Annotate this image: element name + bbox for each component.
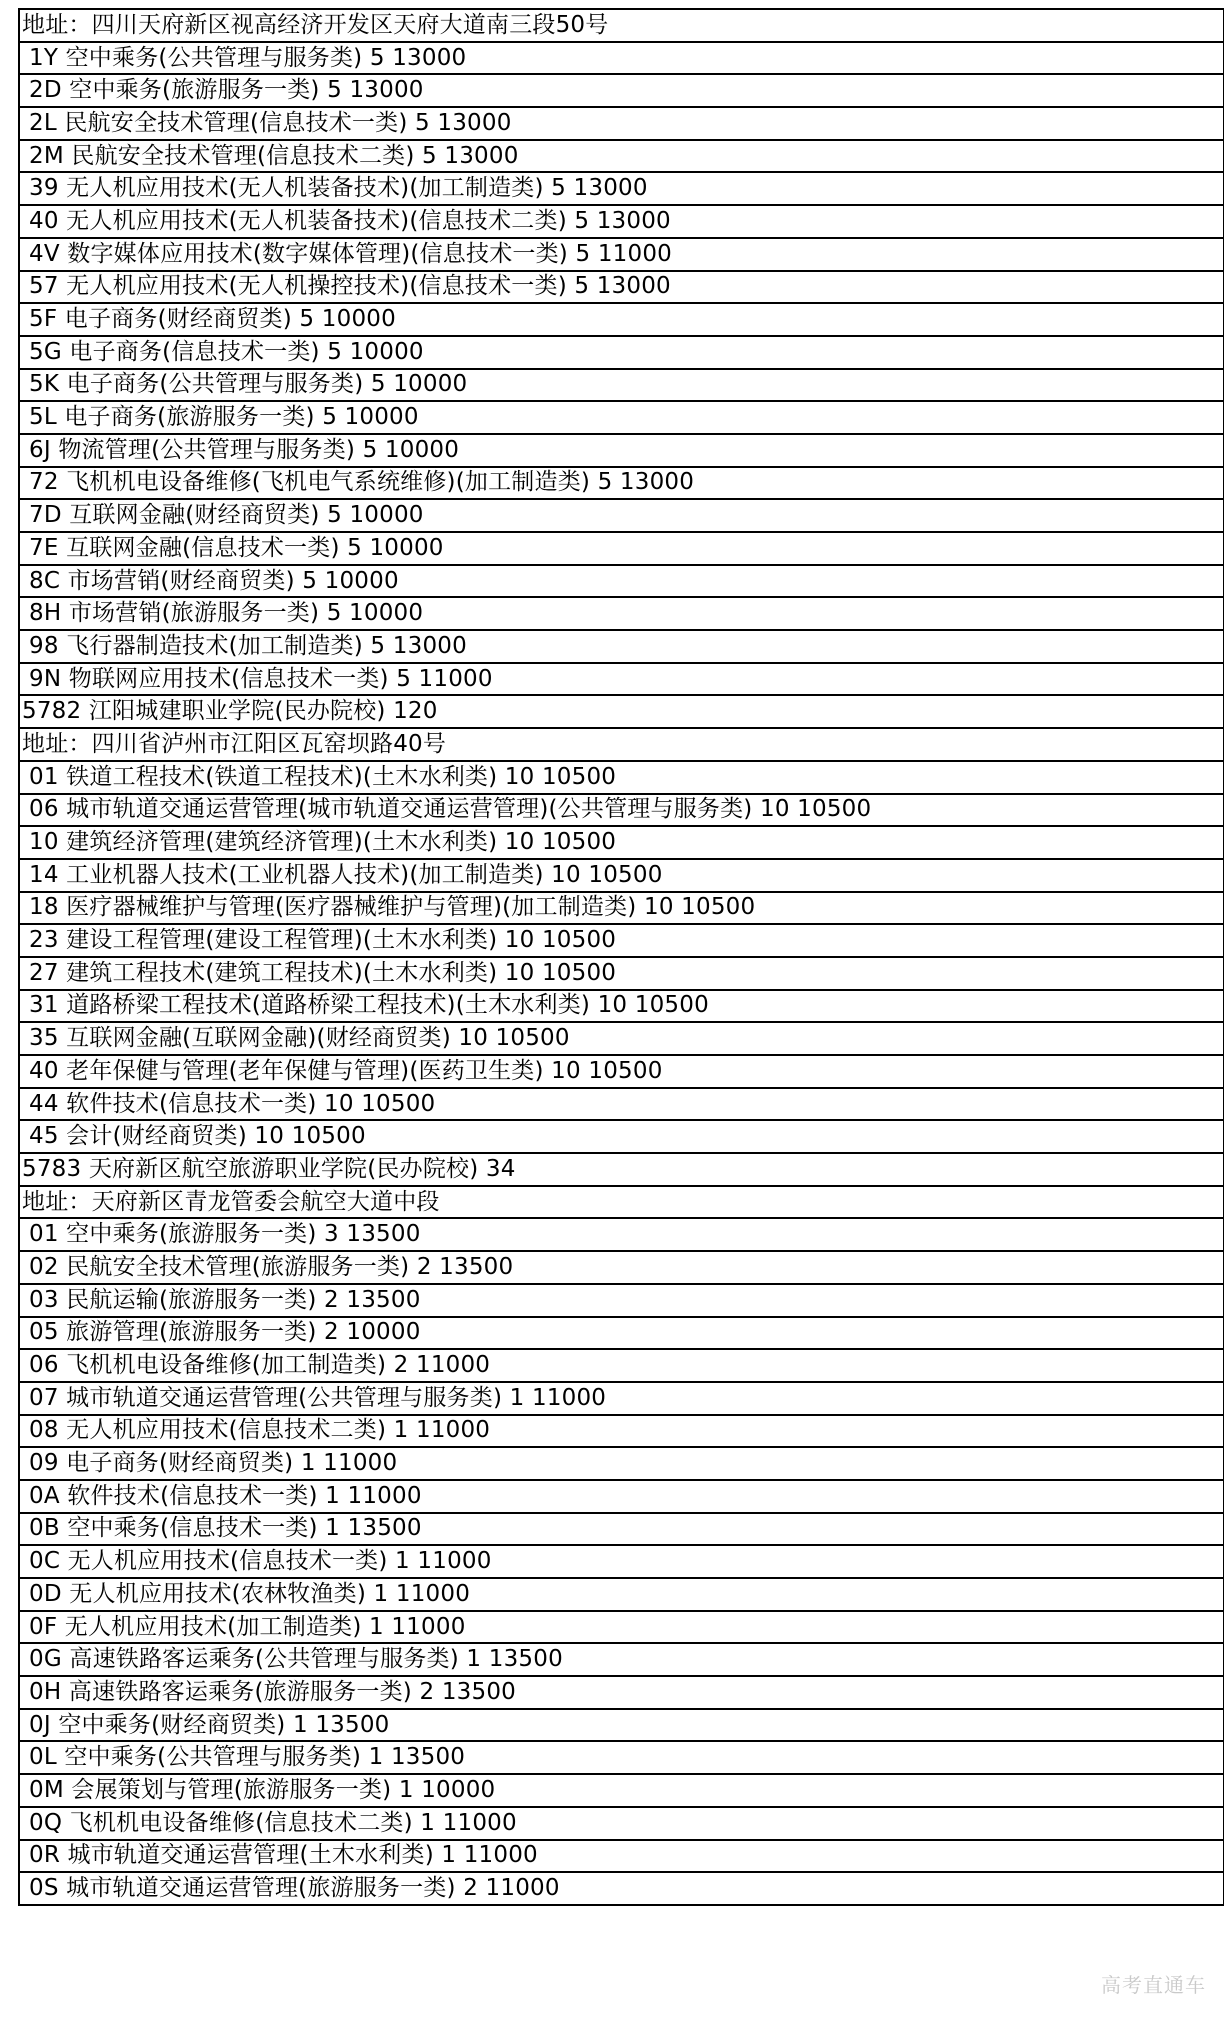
major-row	[20, 991, 1223, 1024]
major-row	[20, 1775, 1223, 1808]
major-row	[20, 533, 1223, 566]
major-row	[20, 304, 1223, 337]
major-row	[20, 1383, 1223, 1416]
major-text: 5L 电子商务(旅游服务一类) 5 10000	[29, 404, 419, 431]
school-row	[20, 1154, 1223, 1187]
school-row	[20, 696, 1223, 729]
major-text: 03 民航运输(旅游服务一类) 2 13500	[29, 1286, 421, 1313]
address-text: 地址：天府新区青龙管委会航空大道中段	[22, 1188, 440, 1215]
major-row	[20, 500, 1223, 533]
major-row	[20, 1841, 1223, 1874]
major-text: 10 建筑经济管理(建筑经济管理)(土木水利类) 10 10500	[29, 829, 617, 856]
major-text: 18 医疗器械维护与管理(医疗器械维护与管理)(加工制造类) 10 10500	[29, 894, 756, 921]
major-text: 01 铁道工程技术(铁道工程技术)(土木水利类) 10 10500	[29, 763, 617, 790]
major-row	[20, 631, 1223, 664]
major-row	[20, 795, 1223, 828]
school-text: 5782 江阳城建职业学院(民办院校) 120	[22, 698, 438, 725]
address-row	[20, 1187, 1223, 1220]
major-row	[20, 1350, 1223, 1383]
major-row	[20, 1612, 1223, 1645]
major-row	[20, 1710, 1223, 1743]
major-row	[20, 827, 1223, 860]
major-text: 40 老年保健与管理(老年保健与管理)(医药卫生类) 10 10500	[29, 1057, 663, 1084]
major-text: 1Y 空中乘务(公共管理与服务类) 5 13000	[29, 44, 467, 71]
major-text: 44 软件技术(信息技术一类) 10 10500	[29, 1090, 436, 1117]
major-row	[20, 893, 1223, 926]
major-text: 0R 城市轨道交通运营管理(土木水利类) 1 11000	[29, 1842, 538, 1869]
major-row	[20, 1219, 1223, 1252]
major-row	[20, 1873, 1223, 1906]
major-text: 7E 互联网金融(信息技术一类) 5 10000	[29, 534, 444, 561]
major-text: 0G 高速铁路客运乘务(公共管理与服务类) 1 13500	[29, 1646, 563, 1673]
major-row	[20, 566, 1223, 599]
major-row	[20, 1056, 1223, 1089]
major-text: 2M 民航安全技术管理(信息技术二类) 5 13000	[29, 142, 519, 169]
major-row	[20, 1089, 1223, 1122]
major-text: 0A 软件技术(信息技术一类) 1 11000	[29, 1482, 422, 1509]
major-row	[20, 337, 1223, 370]
major-row	[20, 173, 1223, 206]
major-text: 6J 物流管理(公共管理与服务类) 5 10000	[29, 436, 460, 463]
enrollment-table	[18, 8, 1224, 1906]
major-text: 27 建筑工程技术(建筑工程技术)(土木水利类) 10 10500	[29, 959, 617, 986]
major-text: 0J 空中乘务(财经商贸类) 1 13500	[29, 1711, 390, 1738]
major-row	[20, 1546, 1223, 1579]
major-text: 0C 无人机应用技术(信息技术一类) 1 11000	[29, 1548, 492, 1575]
major-row	[20, 1579, 1223, 1612]
major-row	[20, 272, 1223, 305]
major-row	[20, 1252, 1223, 1285]
major-text: 06 城市轨道交通运营管理(城市轨道交通运营管理)(公共管理与服务类) 10 10500	[29, 796, 872, 823]
major-text: 08 无人机应用技术(信息技术二类) 1 11000	[29, 1417, 491, 1444]
major-text: 06 飞机机电设备维修(加工制造类) 2 11000	[29, 1352, 491, 1379]
major-text: 9N 物联网应用技术(信息技术一类) 5 11000	[29, 665, 493, 692]
major-text: 5G 电子商务(信息技术一类) 5 10000	[29, 338, 424, 365]
major-text: 39 无人机应用技术(无人机装备技术)(加工制造类) 5 13000	[29, 175, 648, 202]
major-row	[20, 75, 1223, 108]
address-text: 地址：四川省泸州市江阳区瓦窑坝路40号	[22, 730, 447, 757]
major-row	[20, 958, 1223, 991]
major-text: 5K 电子商务(公共管理与服务类) 5 10000	[29, 371, 468, 398]
major-row	[20, 402, 1223, 435]
major-row	[20, 664, 1223, 697]
major-text: 0Q 飞机机电设备维修(信息技术二类) 1 11000	[29, 1809, 517, 1836]
major-text: 02 民航安全技术管理(旅游服务一类) 2 13500	[29, 1253, 514, 1280]
major-text: 45 会计(财经商贸类) 10 10500	[29, 1123, 366, 1150]
major-row	[20, 468, 1223, 501]
major-text: 01 空中乘务(旅游服务一类) 3 13500	[29, 1221, 421, 1248]
major-text: 31 道路桥梁工程技术(道路桥梁工程技术)(土木水利类) 10 10500	[29, 992, 709, 1019]
major-text: 0L 空中乘务(公共管理与服务类) 1 13500	[29, 1744, 466, 1771]
major-row	[20, 1285, 1223, 1318]
address-row	[20, 729, 1223, 762]
major-text: 07 城市轨道交通运营管理(公共管理与服务类) 1 11000	[29, 1384, 607, 1411]
major-row	[20, 1808, 1223, 1841]
school-text: 5783 天府新区航空旅游职业学院(民办院校) 34	[22, 1155, 516, 1182]
major-row	[20, 1742, 1223, 1775]
major-text: 4V 数字媒体应用技术(数字媒体管理)(信息技术一类) 5 11000	[29, 240, 672, 267]
major-row	[20, 860, 1223, 893]
major-text: 40 无人机应用技术(无人机装备技术)(信息技术二类) 5 13000	[29, 207, 671, 234]
major-row	[20, 141, 1223, 174]
major-text: 23 建设工程管理(建设工程管理)(土木水利类) 10 10500	[29, 927, 617, 954]
major-text: 0M 会展策划与管理(旅游服务一类) 1 10000	[29, 1776, 496, 1803]
major-row	[20, 1677, 1223, 1710]
major-row	[20, 206, 1223, 239]
major-row	[20, 43, 1223, 76]
major-text: 35 互联网金融(互联网金融)(财经商贸类) 10 10500	[29, 1025, 570, 1052]
major-text: 7D 互联网金融(财经商贸类) 5 10000	[29, 502, 424, 529]
major-row	[20, 1416, 1223, 1449]
watermark-text: 高考直通车	[1101, 1973, 1206, 1997]
major-text: 14 工业机器人技术(工业机器人技术)(加工制造类) 10 10500	[29, 861, 663, 888]
major-text: 09 电子商务(财经商贸类) 1 11000	[29, 1450, 398, 1477]
major-text: 57 无人机应用技术(无人机操控技术)(信息技术一类) 5 13000	[29, 273, 671, 300]
major-text: 0S 城市轨道交通运营管理(旅游服务一类) 2 11000	[29, 1875, 560, 1902]
major-text: 0F 无人机应用技术(加工制造类) 1 11000	[29, 1613, 466, 1640]
major-text: 0D 无人机应用技术(农林牧渔类) 1 11000	[29, 1580, 471, 1607]
address-text: 地址：四川天府新区视高经济开发区天府大道南三段50号	[22, 11, 609, 38]
major-row	[20, 598, 1223, 631]
major-row	[20, 762, 1223, 795]
major-row	[20, 370, 1223, 403]
major-text: 0B 空中乘务(信息技术一类) 1 13500	[29, 1515, 422, 1542]
major-text: 98 飞行器制造技术(加工制造类) 5 13000	[29, 632, 467, 659]
major-text: 8C 市场营销(财经商贸类) 5 10000	[29, 567, 399, 594]
major-text: 05 旅游管理(旅游服务一类) 2 10000	[29, 1319, 421, 1346]
major-row	[20, 108, 1223, 141]
major-row	[20, 1644, 1223, 1677]
major-row	[20, 1514, 1223, 1547]
major-row	[20, 925, 1223, 958]
address-row	[20, 10, 1223, 43]
major-row	[20, 1448, 1223, 1481]
major-row	[20, 1023, 1223, 1056]
major-row	[20, 435, 1223, 468]
major-row	[20, 239, 1223, 272]
major-text: 0H 高速铁路客运乘务(旅游服务一类) 2 13500	[29, 1678, 517, 1705]
major-text: 8H 市场营销(旅游服务一类) 5 10000	[29, 600, 424, 627]
major-text: 5F 电子商务(财经商贸类) 5 10000	[29, 306, 396, 333]
major-row	[20, 1318, 1223, 1351]
major-text: 72 飞机机电设备维修(飞机电气系统维修)(加工制造类) 5 13000	[29, 469, 695, 496]
major-row	[20, 1121, 1223, 1154]
major-text: 2D 空中乘务(旅游服务一类) 5 13000	[29, 77, 424, 104]
major-text: 2L 民航安全技术管理(信息技术一类) 5 13000	[29, 109, 512, 136]
major-row	[20, 1481, 1223, 1514]
